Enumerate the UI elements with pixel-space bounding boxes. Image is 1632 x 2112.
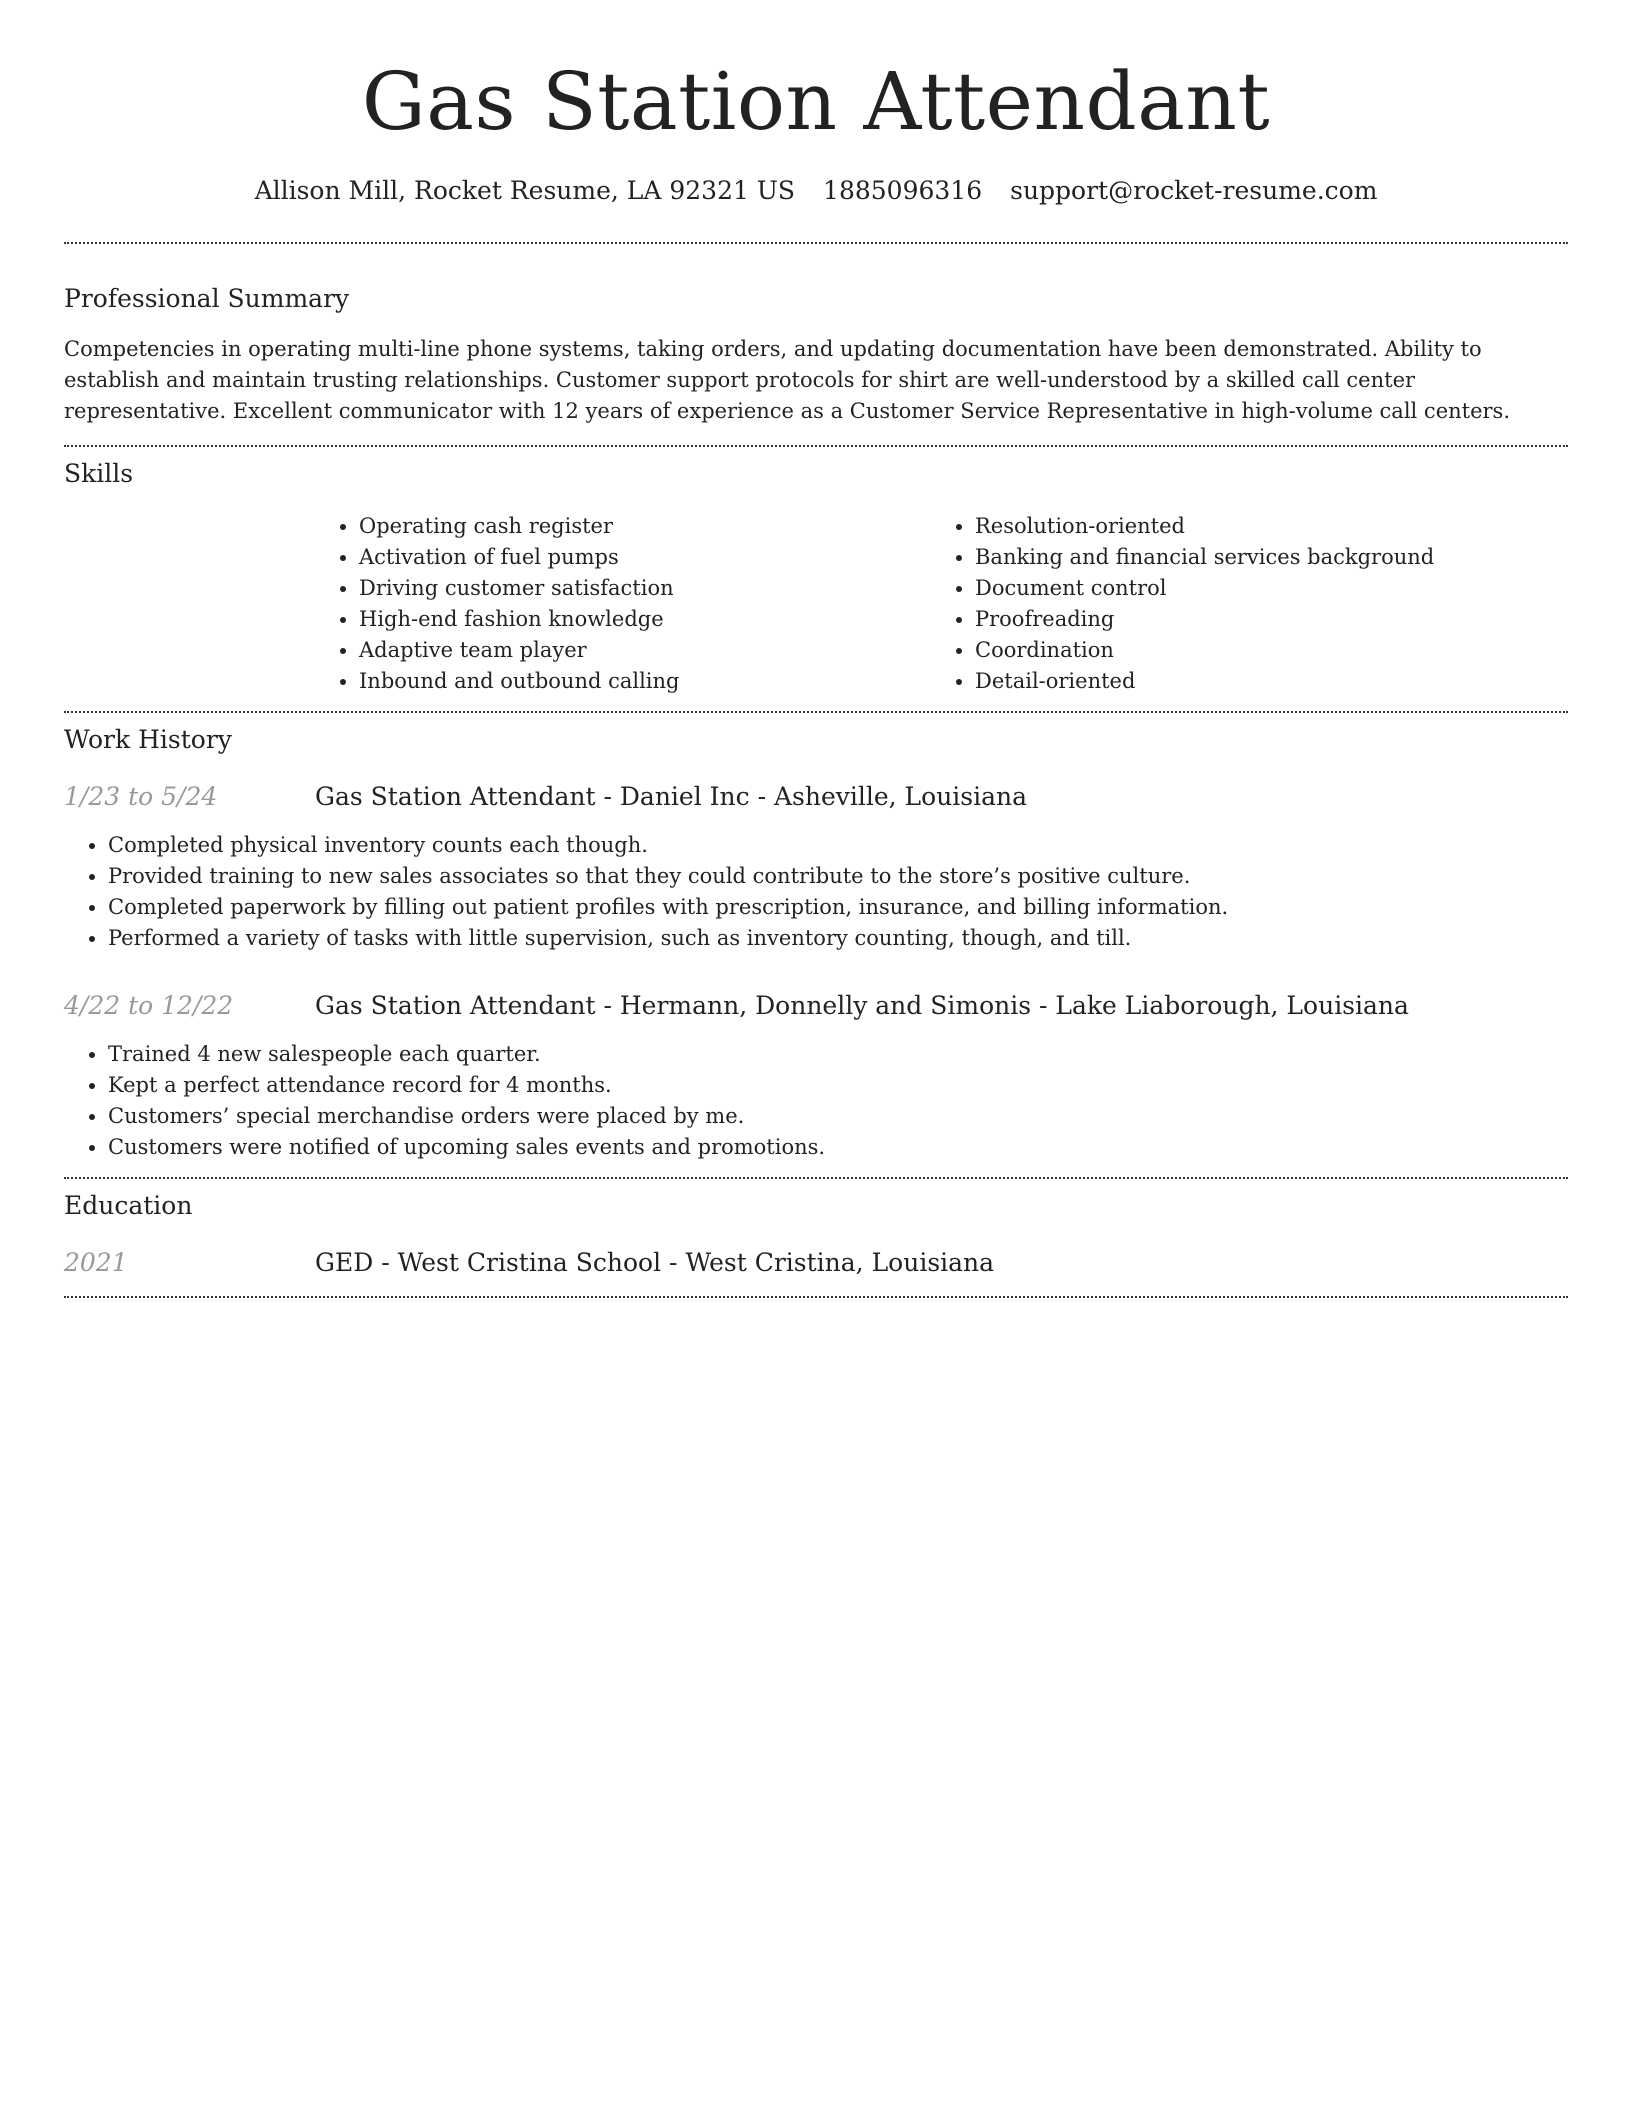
skill-item: • Detail-oriented bbox=[975, 666, 1434, 697]
skill-item: • High-end fashion knowledge bbox=[359, 604, 931, 635]
summary-section bbox=[64, 244, 1568, 427]
contact-line bbox=[64, 174, 1568, 208]
section-title-summary: Professional Summary bbox=[64, 284, 350, 313]
job-entry bbox=[64, 780, 1568, 954]
candidate-title: Gas Station Attendant bbox=[361, 55, 1271, 148]
job-bullets bbox=[64, 830, 1568, 954]
skill-item: • Banking and financial services background bbox=[975, 542, 1434, 573]
job-header bbox=[64, 989, 1568, 1023]
education-title bbox=[315, 1246, 994, 1280]
phone: 1885096316 bbox=[823, 176, 983, 205]
job-title bbox=[315, 989, 1409, 1023]
section-title-work: Work History bbox=[64, 725, 232, 754]
address: Allison Mill, Rocket Resume, LA 92321 US bbox=[254, 176, 796, 205]
skills-column-2 bbox=[931, 511, 1434, 697]
job-position: Gas Station Attendant bbox=[315, 991, 596, 1020]
job-dates: 4/22 to 12/22 bbox=[64, 991, 234, 1020]
job-bullet: • Trained 4 new salespeople each quarter. bbox=[108, 1039, 1568, 1070]
education-school-location: - West Cristina School - West Cristina, Louisiana bbox=[373, 1248, 995, 1277]
skill-item: • Proofreading bbox=[975, 604, 1434, 635]
education-entry bbox=[64, 1246, 1568, 1280]
job-bullet: • Provided training to new sales associates so that they could contribute to the store’s positive culture. bbox=[108, 861, 1568, 892]
skills-list bbox=[315, 511, 1568, 697]
job-position: Gas Station Attendant bbox=[315, 782, 596, 811]
education-degree: GED bbox=[315, 1248, 374, 1277]
skill-item: • Document control bbox=[975, 573, 1434, 604]
job-bullet: • Customers’ special merchandise orders were placed by me. bbox=[108, 1101, 1568, 1132]
job-company-location: - Hermann, Donnelly and Simonis - Lake Liaborough, Louisiana bbox=[595, 991, 1409, 1020]
job-title bbox=[315, 780, 1027, 814]
skill-item: • Adaptive team player bbox=[359, 635, 931, 666]
section-title-education: Education bbox=[64, 1191, 193, 1220]
divider bbox=[64, 1296, 1568, 1298]
education-section bbox=[64, 1179, 1568, 1280]
email: support@rocket-resume.com bbox=[1010, 176, 1378, 205]
section-title-skills: Skills bbox=[64, 459, 134, 488]
skill-item: • Operating cash register bbox=[359, 511, 931, 542]
job-company-location: - Daniel Inc - Asheville, Louisiana bbox=[595, 782, 1028, 811]
skill-item: • Resolution-oriented bbox=[975, 511, 1434, 542]
education-year: 2021 bbox=[64, 1248, 128, 1277]
skills-section bbox=[64, 447, 1568, 697]
job-bullet: • Completed paperwork by filling out patient profiles with prescription, insurance, and billing information. bbox=[108, 892, 1568, 923]
work-history-section bbox=[64, 713, 1568, 1163]
job-bullet: • Performed a variety of tasks with little supervision, such as inventory counting, though, and till. bbox=[108, 923, 1568, 954]
job-entry bbox=[64, 989, 1568, 1163]
skill-item: • Coordination bbox=[975, 635, 1434, 666]
job-bullets bbox=[64, 1039, 1568, 1163]
skills-column-1 bbox=[315, 511, 931, 697]
job-header bbox=[64, 780, 1568, 814]
skill-item: • Inbound and outbound calling bbox=[359, 666, 931, 697]
skill-item: • Driving customer satisfaction bbox=[359, 573, 931, 604]
skill-item: • Activation of fuel pumps bbox=[359, 542, 931, 573]
job-bullet: • Completed physical inventory counts each though. bbox=[108, 830, 1568, 861]
job-bullet: • Kept a perfect attendance record for 4 months. bbox=[108, 1070, 1568, 1101]
job-bullet: • Customers were notified of upcoming sales events and promotions. bbox=[108, 1132, 1568, 1163]
job-dates: 1/23 to 5/24 bbox=[64, 782, 218, 811]
summary-text: Competencies in operating multi-line phone systems, taking orders, and updating documentation have been demonstrated. Ability to establish and maintain trusting relationships. Customer support protocols for shirt are well-understood by a skilled call center representative. Excellent communicator with 12 years of experience as a Customer Service Representative in high-volume call centers. bbox=[64, 337, 1511, 423]
